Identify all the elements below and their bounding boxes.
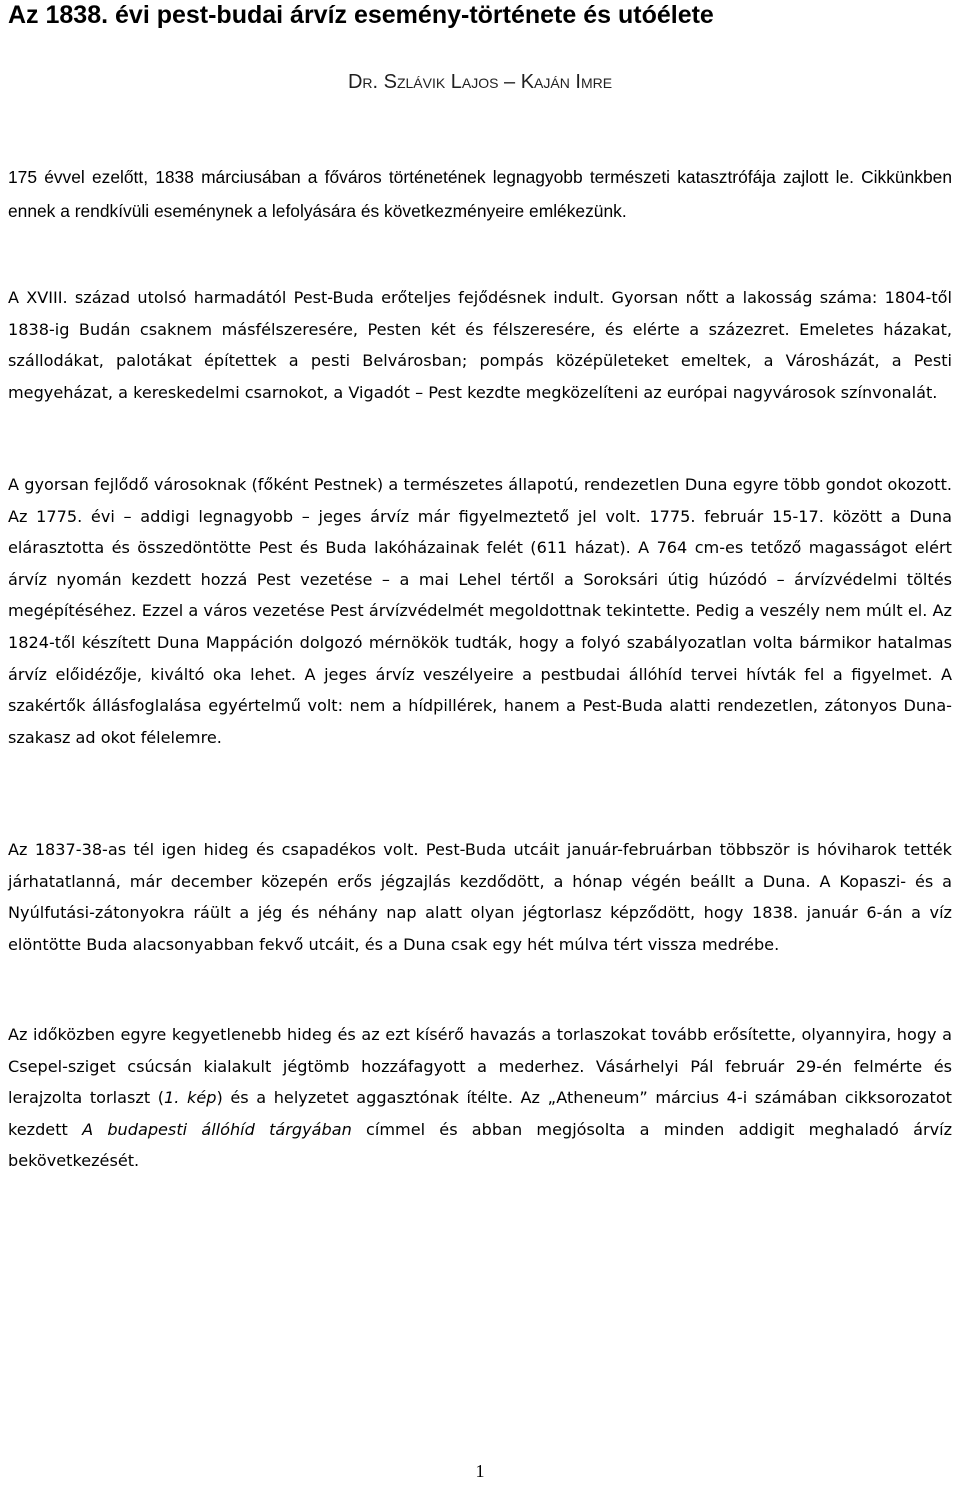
body-paragraph: A gyorsan fejlődő városoknak (főként Pestnek) a természetes állapotú, rendezetlen Duna egyre több gondot okozott. Az 1775. évi – addigi legnagyobb – jeges árvíz már figyelmeztető jel volt. 1775. február 15-17. között a Duna elárasztotta és összedöntötte Pest és Buda lakóházainak felét (611 házat). A 764 cm-es tetőző magasságot elért árvíz nyomán kezdett hozzá Pest vezetése – a mai Lehel tértől a Soroksári útig húzódó – árvízvédelmi töltés megépítéséhez. Ezzel a város vezetése Pest árvízvédelmét megoldottnak tekintette. Pedig a veszély nem múlt el. Az 1824-től készített Duna Mappáción dolgozó mérnökök tudták, hogy a folyó szabályozatlan volta bármikor hatalmas árvíz előidézője, kiváltó oka lehet. A jeges árvíz veszélyeire a pestbudai állóhíd tervei hívták fel a figyelmet. A szakértők állásfoglalása egyértelmű volt: nem a hídpillérek, hanem a Pest-Buda alatti rendezetlen, zátonyos Duna-szakasz ad okot félelemre. [8, 475, 952, 747]
article-title: A budapesti állóhíd tárgyában [82, 1119, 352, 1139]
figure-reference: 1. kép [164, 1088, 217, 1108]
paragraph-text: Az időközben egyre kegyetlenebb hideg és az ezt kísérő havazás a torlaszokat tovább erősítette, olyannyira, hogy a Csepel-sziget csúcsán kialakult jégtömb hozzáfagyott a mederhez. Vásárhelyi Pál február 29-én felmérte és lerajzolta torlaszt ( [8, 1025, 952, 1108]
author-name: Kaján Imre [520, 71, 613, 93]
author-title: Dr. [347, 71, 379, 93]
paragraph-text: ) és a helyzetet aggasztónak ítélte. Az „Atheneum” március 4-i számában cikksorozatot kezdett [8, 1088, 952, 1139]
page-number: 1 [475, 1461, 485, 1481]
document-title: Az 1838. évi pest-budai árvíz esemény-története és utóélete [8, 1, 714, 29]
paragraph-text: címmel és abban megjósolta a minden addigit meghaladó árvíz bekövetkezését. [8, 1119, 953, 1171]
lead-paragraph: 175 évvel ezelőtt, 1838 márciusában a főváros történetének legnagyobb természeti katasztrófája zajlott le. Cikkünkben ennek a rendkívüli eseménynek a lefolyására és következményeire emlékezünk. [8, 167, 952, 221]
author-separator: – [504, 71, 516, 93]
body-paragraph [8, 1019, 952, 1177]
author-line [0, 68, 960, 96]
body-paragraph: A XVIII. század utolsó harmadától Pest-Buda erőteljes fejődésnek indult. Gyorsan nőtt a lakosság száma: 1804-től 1838-ig Budán csaknem másfélszeresére, Pesten két és félszeresére, és elérte a százezret. Emeletes házakat, szállodákat, palotákat építettek a pesti Belvárosban; pompás középületeket emeltek, a Városházát, a Pesti megyeházat, a kereskedelmi csarnokot, a Vigadót – Pest kezdte megközelíteni az európai nagyvárosok színvonalát. [8, 288, 952, 402]
body-paragraph: Az 1837-38-as tél igen hideg és csapadékos volt. Pest-Buda utcáit január-februárban többször is hóviharok tették járhatatlanná, már december közepén erős jégzajlás kezdődött, a hónap végén beállt a Duna. A Kopaszi- és a Nyúlfutási-zátonyokra ráült a jég és néhány nap alatt olyan jégtorlasz képződött, hogy 1838. január 6-án a víz elöntötte Buda alacsonyabban fekvő utcáit, és a Duna csak egy hét múlva tért vissza medrébe. [8, 840, 952, 954]
author-name: Szlávik Lajos [383, 71, 499, 93]
